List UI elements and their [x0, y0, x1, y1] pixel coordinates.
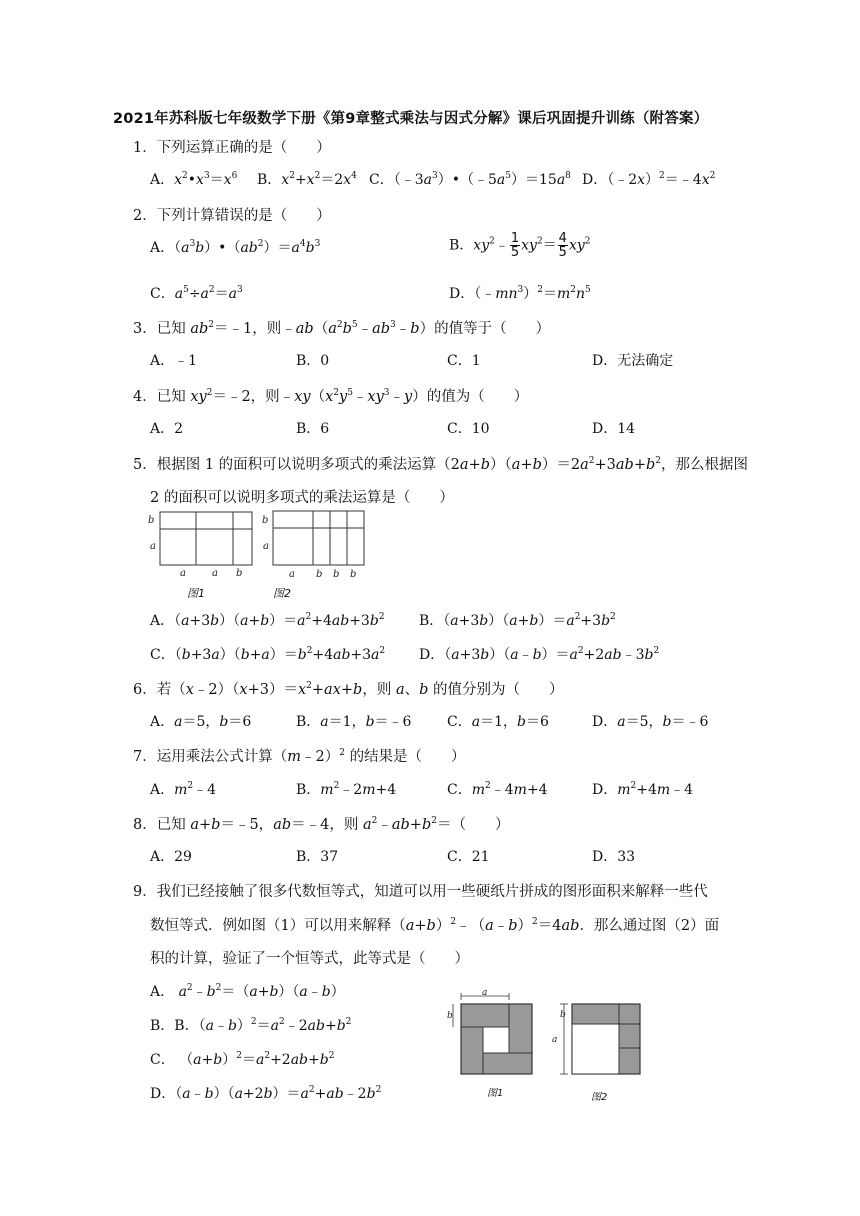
svg-text:a: a — [289, 569, 295, 580]
q8-option-d: D．33 — [592, 849, 636, 865]
stem-part: 的结果是（ ） — [349, 749, 466, 765]
question-number: 2． — [133, 208, 157, 224]
question-4: 4．已知 $xy^2=﹣2$，则$﹣xy(x^2y^5﹣xy^3﹣y)$的值为（ ） — [133, 388, 529, 405]
svg-text:b: b — [236, 568, 243, 579]
figure-2-caption: 图2 — [591, 1092, 608, 1103]
stem-part: ＝（ ） — [436, 817, 510, 833]
q5-option-b: B．$(a+3b)(a+b)=a^2+3b^2$ — [419, 612, 616, 629]
q3-option-a: A．﹣1 — [150, 353, 198, 369]
stem-part: ，则﹣ — [252, 321, 296, 337]
stem-part: 运用乘法公式计算（ — [156, 749, 288, 765]
q5-figure — [140, 505, 380, 600]
question-7: 7．运用乘法公式计算（m﹣2）$^2$ 的结果是（ ） — [133, 748, 466, 765]
question-8: 8．已知 a+b＝﹣5，ab＝﹣4，则 $a^2﹣ab+b^2=$（ ） — [133, 816, 510, 833]
q1-option-b: B．$x^2+x^2=2x^4$ — [257, 171, 357, 188]
svg-text:a: a — [180, 568, 186, 579]
q7-option-d: D．$m^2+4m﹣4$ — [592, 781, 694, 798]
q3-option-d: D．无法确定 — [592, 353, 674, 369]
question-5-line-2: 2 的面积可以说明多项式的乘法运算是（ ） — [150, 490, 454, 506]
page-title: 2021年苏科版七年级数学下册《第9章整式乘法与因式分解》课后巩固提升训练（附答案） — [113, 111, 709, 127]
stem-part: 的值等于（ ） — [434, 321, 551, 337]
svg-text:a: a — [150, 541, 156, 552]
svg-text:a: a — [212, 568, 218, 579]
question-number: 9． — [133, 884, 157, 900]
q3-option-b: B．0 — [296, 353, 330, 369]
question-number: 1． — [133, 140, 157, 156]
q7-option-a: A．$m^2﹣4$ — [150, 781, 217, 798]
q7-option-c: C．$m^2﹣4m+4$ — [447, 781, 548, 798]
question-number: 5． — [133, 457, 157, 473]
question-6: 6．若$(x﹣2)(x+3)=x^2+ax+b$，则 a、b 的值分别为（ ） — [133, 681, 564, 698]
stem-part: ．那么通过图（2）面 — [579, 918, 720, 934]
figure-2-caption: 图2 — [273, 587, 291, 600]
q7-option-b: B．$m^2﹣2m+4$ — [296, 781, 397, 798]
question-5: 5．根据图 1 的面积可以说明多项式的乘法运算$(2a+b)(a+b)=2a^2+3ab+b^2$，那么根据图 — [133, 456, 748, 473]
question-9 — [133, 880, 708, 901]
stem-part: 根据图 1 的面积可以说明多项式的乘法运算（2 — [156, 457, 460, 473]
q5-option-c: C．$(b+3a)(b+a)=b^2+4ab+3a^2$ — [150, 646, 386, 663]
q5-option-d: D．$(a+3b)(a﹣b)=a^2+2ab﹣3b^2$ — [419, 646, 660, 663]
q4-option-a: A．2 — [150, 421, 184, 437]
svg-text:b: b — [333, 569, 340, 580]
q2-option-b: B．$xy^2﹣$ $\frac{1}{5}$ $xy^2=$ $\frac{4}{5}$ $xy^2$ — [449, 231, 591, 260]
q9-option-c: C． $(a+b)^2=a^2+2ab+b^2$ — [150, 1051, 335, 1068]
q6-option-c: C．a＝1，b＝6 — [447, 714, 549, 730]
q2-option-c: C．$a^5\div a^2=a^3$ — [150, 285, 243, 302]
figure-1-caption: 图1 — [487, 1088, 504, 1099]
q6-option-b: B．a＝1，b＝﹣6 — [296, 714, 412, 730]
svg-text:a: a — [552, 1035, 558, 1045]
q2-option-d: D．$(﹣mn^3)^2=m^2n^5$ — [449, 285, 591, 302]
figure-1-caption: 图1 — [187, 587, 205, 600]
stem-part: 的值分别为（ ） — [433, 682, 564, 698]
question-1 — [133, 136, 331, 157]
stem-part: ，那么根据图 — [661, 457, 748, 473]
svg-text:b: b — [560, 1010, 566, 1020]
stem-part: 我们已经接触了很多代数恒等式，知道可以用一些硬纸片拼成的图形面积来解释一些代 — [156, 884, 708, 900]
q4-option-c: C．10 — [447, 421, 490, 437]
question-9-line-2: 数恒等式．例如图（1）可以用来解释$(a+b)^2﹣(a﹣b)^2=4ab$．那么通过图（2）面 — [150, 917, 720, 934]
q9-figure — [444, 990, 654, 1105]
question-number: 7． — [133, 749, 157, 765]
question-stem: 下列计算错误的是（ ） — [156, 208, 331, 224]
q1-option-c: C．$(﹣3a^3)•(﹣5a^5)=15a^8$ — [369, 171, 571, 188]
stem-part: 的值为（ ） — [426, 389, 529, 405]
svg-text:b: b — [447, 1011, 453, 1021]
q9-option-b: B．B．$(a﹣b)^2=a^2﹣2ab+b^2$ — [150, 1017, 352, 1034]
stem-part: 已知 — [156, 321, 191, 337]
q3-option-c: C．1 — [447, 353, 481, 369]
fraction: $\frac{4}{5}$ — [558, 231, 567, 260]
q8-option-a: A．29 — [150, 849, 192, 865]
stem-part: 数恒等式．例如图（1）可以用来解释（ — [150, 918, 406, 934]
q8-option-b: B．37 — [296, 849, 339, 865]
q1-option-d: D．$(﹣2x)^2=﹣4x^2$ — [582, 171, 716, 188]
q2-option-a: A．$(a^3b)•(ab^2)=a^4b^3$ — [150, 239, 321, 256]
svg-text:b: b — [350, 569, 357, 580]
q9-option-d: D．$(a﹣b)(a+2b)=a^2+ab﹣2b^2$ — [150, 1085, 382, 1102]
question-2 — [133, 204, 331, 225]
q4-option-b: B．6 — [296, 421, 330, 437]
svg-text:a: a — [263, 541, 269, 552]
svg-text:b: b — [262, 515, 269, 526]
question-number: 6． — [133, 682, 157, 698]
question-number: 8． — [133, 817, 157, 833]
question-9-line-3: 积的计算，验证了一个恒等式，此等式是（ ） — [150, 951, 469, 967]
question-number: 4． — [133, 389, 157, 405]
question-number: 3． — [133, 321, 157, 337]
q8-option-c: C．21 — [447, 849, 490, 865]
q5-option-a: A．$(a+3b)(a+b)=a^2+4ab+3b^2$ — [150, 612, 385, 629]
svg-text:b: b — [316, 569, 323, 580]
q6-option-a: A．a＝5，b＝6 — [150, 714, 252, 730]
q4-option-d: D．14 — [592, 421, 636, 437]
svg-text:b: b — [148, 515, 155, 526]
question-3: 3．已知 $ab^2=﹣1$，则$﹣ab(a^2b^5﹣ab^3﹣b)$的值等于（ ） — [133, 320, 551, 337]
q9-option-a: A． $a^2﹣b^2=(a+b)(a﹣b)$ — [150, 983, 345, 1000]
q6-option-d: D．a＝5，b＝﹣6 — [592, 714, 709, 730]
q1-option-a: A．$x^2•x^3=x^6$ — [150, 171, 238, 188]
fraction: $\frac{1}{5}$ — [510, 231, 520, 260]
question-stem: 下列运算正确的是（ ） — [156, 140, 331, 156]
svg-text:a: a — [482, 990, 488, 998]
